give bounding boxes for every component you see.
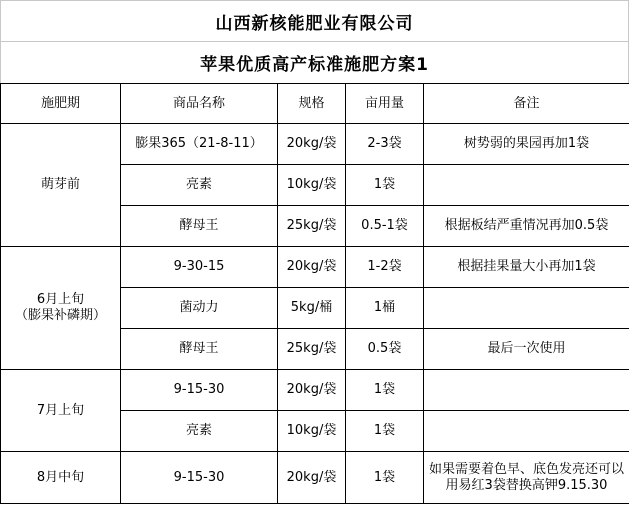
note-cell[interactable] [424, 370, 629, 411]
spec-cell[interactable]: 25kg/袋 [278, 329, 346, 370]
spec-cell[interactable]: 10kg/袋 [278, 411, 346, 452]
dose-cell[interactable]: 1袋 [346, 370, 424, 411]
period-cell-sprouting[interactable] [1, 124, 121, 247]
spec-cell[interactable]: 20kg/袋 [278, 124, 346, 165]
product-cell[interactable]: 亮素 [121, 165, 278, 206]
header-dose[interactable]: 亩用量 [346, 84, 424, 124]
spec-cell[interactable]: 5kg/桶 [278, 288, 346, 329]
note-cell[interactable]: 树势弱的果园再加1袋 [424, 124, 629, 165]
spec-cell[interactable]: 20kg/袋 [278, 452, 346, 504]
plan-title: 苹果优质高产标准施肥方案1 [200, 55, 429, 75]
dose-cell[interactable]: 0.5-1袋 [346, 206, 424, 247]
spec-cell[interactable]: 20kg/袋 [278, 370, 346, 411]
period-sublabel: （膨果补磷期） [14, 308, 106, 323]
dose-cell[interactable]: 1袋 [346, 452, 424, 504]
dose-cell[interactable]: 1-2袋 [346, 247, 424, 288]
product-cell[interactable]: 9-30-15 [121, 247, 278, 288]
period-cell-early-june[interactable] [1, 247, 121, 370]
period-label: 6月上旬 [36, 292, 85, 307]
note-cell[interactable]: 最后一次使用 [424, 329, 629, 370]
product-cell[interactable]: 9-15-30 [121, 370, 278, 411]
note-cell[interactable] [424, 288, 629, 329]
product-cell[interactable]: 酵母王 [121, 329, 278, 370]
table-row [1, 247, 629, 288]
table-row [1, 452, 629, 504]
period-cell-mid-august[interactable] [1, 452, 121, 504]
spec-cell[interactable]: 25kg/袋 [278, 206, 346, 247]
note-cell[interactable] [424, 165, 629, 206]
period-cell-early-july[interactable] [1, 370, 121, 452]
product-cell[interactable]: 亮素 [121, 411, 278, 452]
note-cell[interactable]: 根据挂果量大小再加1袋 [424, 247, 629, 288]
period-label: 7月上旬 [36, 402, 85, 418]
header-product[interactable]: 商品名称 [121, 84, 278, 124]
dose-cell[interactable]: 1袋 [346, 165, 424, 206]
dose-cell[interactable]: 1桶 [346, 288, 424, 329]
period-label: 萌芽前 [40, 177, 80, 192]
product-cell[interactable]: 酵母王 [121, 206, 278, 247]
fertilization-table [0, 83, 629, 504]
period-label: 8月中旬 [36, 469, 85, 485]
dose-cell[interactable]: 2-3袋 [346, 124, 424, 165]
header-spec[interactable]: 规格 [278, 84, 346, 124]
table-row [1, 370, 629, 411]
header-period[interactable]: 施肥期 [1, 84, 121, 124]
product-cell[interactable]: 9-15-30 [121, 452, 278, 504]
note-cell[interactable]: 根据板结严重情况再加0.5袋 [424, 206, 629, 247]
product-cell[interactable]: 菌动力 [121, 288, 278, 329]
table-row [1, 124, 629, 165]
note-cell[interactable] [424, 411, 629, 452]
note-cell[interactable]: 如果需要着色早、底色发亮还可以用易红3袋替换高钾9.15.30 [424, 452, 629, 504]
table-header-row [1, 84, 629, 124]
dose-cell[interactable]: 1袋 [346, 411, 424, 452]
header-note[interactable]: 备注 [424, 84, 629, 124]
company-title: 山西新核能肥业有限公司 [215, 13, 414, 34]
spec-cell[interactable]: 10kg/袋 [278, 165, 346, 206]
spec-cell[interactable]: 20kg/袋 [278, 247, 346, 288]
dose-cell[interactable]: 0.5袋 [346, 329, 424, 370]
product-cell[interactable]: 膨果365（21-8-11） [121, 124, 278, 165]
